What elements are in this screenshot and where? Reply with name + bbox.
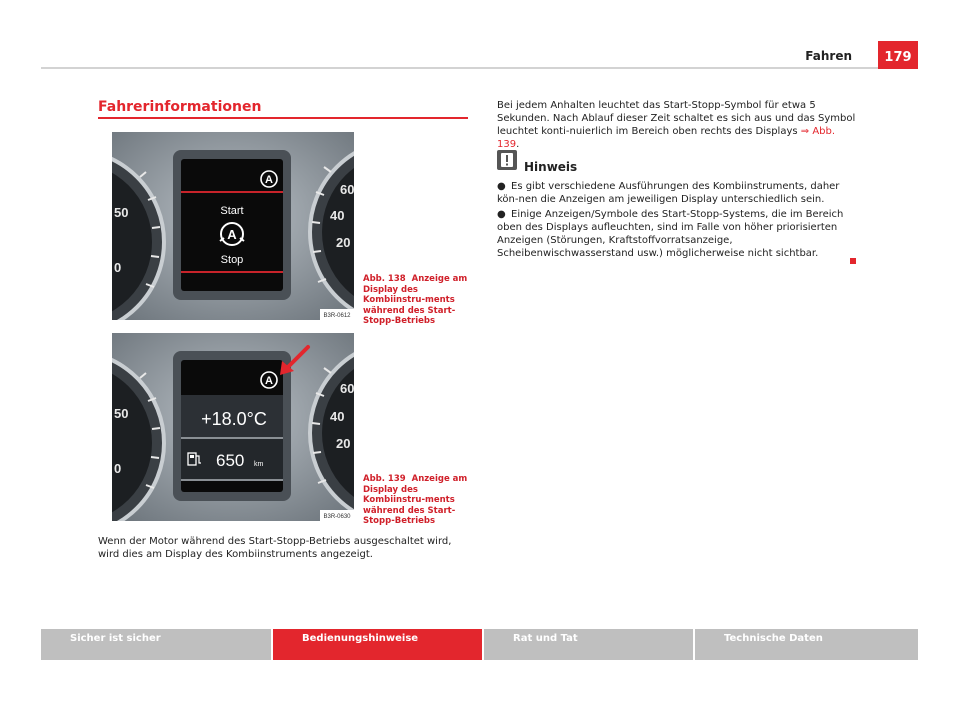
caption-label: Abb. 138 (363, 274, 406, 284)
paragraph-end: . (516, 139, 520, 150)
gauge-left-label: 50 (114, 205, 129, 220)
display-start-text: Start (220, 205, 244, 217)
figure-reference-link[interactable]: ⇒ Abb. 139 (497, 126, 836, 150)
page-number: 179 (878, 41, 918, 69)
note-title: Hinweis (524, 160, 578, 174)
chapter-title: Fahren (805, 49, 852, 63)
bullet-dot: ● (497, 181, 506, 192)
figure-139-image (112, 333, 354, 521)
header-rule (41, 67, 918, 69)
gauge-right-label: 60 (340, 381, 354, 396)
start-stop-indicator: A (265, 174, 273, 186)
figure-138-image (112, 132, 354, 320)
footer-tab-rat-und-tat[interactable]: Rat und Tat (484, 629, 695, 660)
gauge-right-label: 20 (336, 436, 351, 451)
note-bullet (497, 180, 857, 206)
paragraph-text: Bei jedem Anhalten leuchtet das Start-Stopp-Symbol für etwa 5 Sekunden. Nach Ablauf dieser Zeit schaltet es sich aus und das Symbol leuchtet konti-nuierlich im Bereich oben rechts des Displays (497, 100, 856, 137)
start-stop-indicator: A (265, 375, 273, 387)
footer-tab-sicher[interactable]: Sicher ist sicher (41, 629, 273, 660)
footer-tab-bedienungshinweise[interactable]: Bedienungshinweise (273, 629, 484, 660)
range-unit: km (254, 461, 264, 468)
footer-nav (41, 629, 918, 660)
section-title: Fahrerinformationen (98, 99, 262, 115)
gauge-right-label: 20 (336, 235, 351, 250)
start-stop-symbol: A (227, 227, 237, 242)
gauge-left-label: 50 (114, 406, 129, 421)
bullet-text: Es gibt verschiedene Ausführungen des Kombiinstruments, daher kön-nen die Anzeigen am jeweiligen Display unterschiedlich sein. (497, 181, 840, 205)
gauge-left-label: 0 (114, 260, 122, 275)
figure-138-caption (363, 274, 473, 327)
gauge-right-label: 60 (340, 182, 354, 197)
note-info-icon (497, 150, 517, 170)
range-value: 650 (216, 451, 245, 470)
figure-139-caption (363, 474, 473, 527)
section-end-marker (850, 258, 856, 264)
caption-text: Anzeige am Display des Kombiinstru-ments während des Start-Stopp-Betriebs (363, 274, 468, 326)
gauge-right-label: 40 (330, 409, 345, 424)
caption-text: Anzeige am Display des Kombiinstru-ments während des Start-Stopp-Betriebs (363, 474, 468, 526)
bullet-dot: ● (497, 209, 506, 220)
footer-tab-technische-daten[interactable]: Technische Daten (695, 629, 918, 660)
body-paragraph: Wenn der Motor während des Start-Stopp-Betriebs ausgeschaltet wird, wird dies am Display des Kombiinstruments angezeigt. (98, 536, 452, 560)
section-rule (98, 117, 468, 119)
caption-label: Abb. 139 (363, 474, 406, 484)
gauge-left-label: 0 (114, 461, 122, 476)
body-paragraph (497, 99, 857, 151)
note-bullet (497, 208, 857, 260)
gauge-right-label: 40 (330, 208, 345, 223)
image-code: B3R-0630 (323, 514, 351, 520)
image-code: B3R-0612 (323, 313, 351, 319)
display-stop-text: Stop (220, 254, 244, 266)
outside-temperature: +18.0°C (201, 409, 267, 429)
bullet-text: Einige Anzeigen/Symbole des Start-Stopp-Systems, die im Bereich oben des Displays aufleuchten, sind im Falle von höher priorisierten Anzeigen (Störungen, Kraftstoffvorratsanzeige, Scheibenwischwasserstand usw.) möglicherweise nicht sichtbar. (497, 209, 844, 259)
